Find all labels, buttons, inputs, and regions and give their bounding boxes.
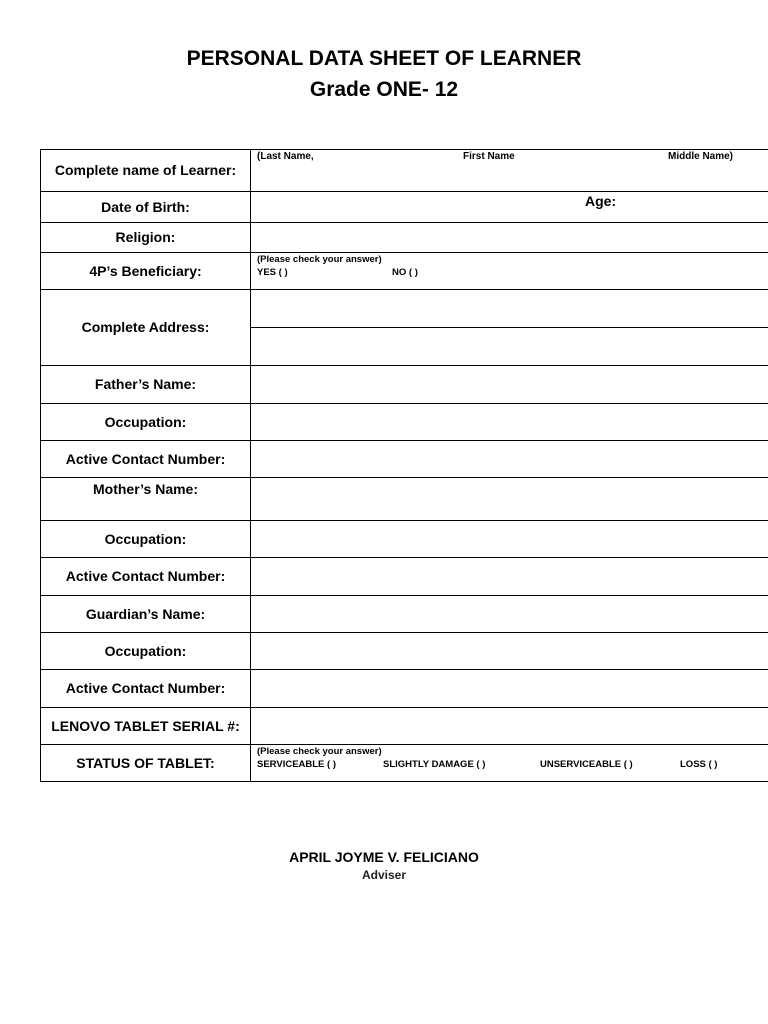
father-occupation-field[interactable]: [251, 404, 768, 441]
address-line-1-field[interactable]: [251, 290, 768, 328]
learner-data-table: [40, 149, 768, 782]
slightly-damage-option[interactable]: SLIGHTLY DAMAGE ( ): [383, 759, 486, 770]
page-subtitle: Grade ONE- 12: [309, 78, 459, 101]
row-mother-occupation: [41, 521, 768, 558]
row-religion: [41, 223, 768, 253]
date-of-birth-label: Date of Birth:: [41, 192, 251, 223]
no-option[interactable]: NO ( ): [392, 267, 418, 278]
status-check-note: (Please check your answer): [257, 746, 382, 757]
row-mother-name: [41, 478, 768, 521]
mother-occupation-label: Occupation:: [41, 521, 251, 558]
learner-name-label: Complete name of Learner:: [41, 150, 251, 192]
row-guardian-occupation: [41, 633, 768, 670]
mother-name-label: Mother’s Name:: [41, 478, 251, 521]
tablet-serial-label: LENOVO TABLET SERIAL #:: [41, 708, 251, 745]
mother-occupation-field[interactable]: [251, 521, 768, 558]
last-name-hint: (Last Name,: [257, 151, 314, 162]
adviser-name: APRIL JOYME V. FELICIANO: [289, 849, 479, 865]
row-father-occupation: [41, 404, 768, 441]
header: [0, 44, 768, 106]
tablet-status-label: STATUS OF TABLET:: [41, 745, 251, 782]
tablet-status-field[interactable]: [251, 745, 768, 782]
father-contact-label: Active Contact Number:: [41, 441, 251, 478]
father-contact-field[interactable]: [251, 441, 768, 478]
row-mother-contact: [41, 558, 768, 596]
row-father-name: [41, 366, 768, 404]
row-guardian-contact: [41, 670, 768, 708]
row-tablet-serial: [41, 708, 768, 745]
row-learner-name: [41, 150, 768, 192]
address-line-2-field[interactable]: [251, 328, 768, 366]
religion-field[interactable]: [251, 223, 768, 253]
row-4ps-beneficiary: [41, 253, 768, 290]
page-title: PERSONAL DATA SHEET OF LEARNER: [186, 47, 582, 70]
guardian-contact-field[interactable]: [251, 670, 768, 708]
father-name-label: Father’s Name:: [41, 366, 251, 404]
check-answer-note: (Please check your answer): [257, 254, 382, 265]
row-tablet-status: [41, 745, 768, 782]
first-name-hint: First Name: [463, 151, 515, 162]
guardian-name-field[interactable]: [251, 596, 768, 633]
row-address-1: [41, 290, 768, 328]
tablet-serial-field[interactable]: [251, 708, 768, 745]
signature-block: [0, 848, 768, 884]
row-date-of-birth: [41, 192, 768, 223]
father-occupation-label: Occupation:: [41, 404, 251, 441]
row-guardian-name: [41, 596, 768, 633]
serviceable-option[interactable]: SERVICEABLE ( ): [257, 759, 337, 770]
4ps-beneficiary-label: 4P’s Beneficiary:: [41, 253, 251, 290]
age-label: Age:: [585, 193, 617, 209]
learner-name-field[interactable]: [251, 150, 768, 192]
row-father-contact: [41, 441, 768, 478]
complete-address-label: Complete Address:: [41, 290, 251, 366]
adviser-role: Adviser: [361, 868, 407, 882]
mother-contact-field[interactable]: [251, 558, 768, 596]
yes-option[interactable]: YES ( ): [257, 267, 288, 278]
religion-label: Religion:: [41, 223, 251, 253]
date-of-birth-field[interactable]: [251, 192, 768, 223]
mother-name-field[interactable]: [251, 478, 768, 521]
guardian-contact-label: Active Contact Number:: [41, 670, 251, 708]
loss-option[interactable]: LOSS ( ): [680, 759, 718, 770]
guardian-occupation-label: Occupation:: [41, 633, 251, 670]
unserviceable-option[interactable]: UNSERVICEABLE ( ): [540, 759, 633, 770]
guardian-name-label: Guardian’s Name:: [41, 596, 251, 633]
middle-name-hint: Middle Name): [668, 151, 734, 162]
4ps-beneficiary-field[interactable]: [251, 253, 768, 290]
mother-contact-label: Active Contact Number:: [41, 558, 251, 596]
father-name-field[interactable]: [251, 366, 768, 404]
guardian-occupation-field[interactable]: [251, 633, 768, 670]
